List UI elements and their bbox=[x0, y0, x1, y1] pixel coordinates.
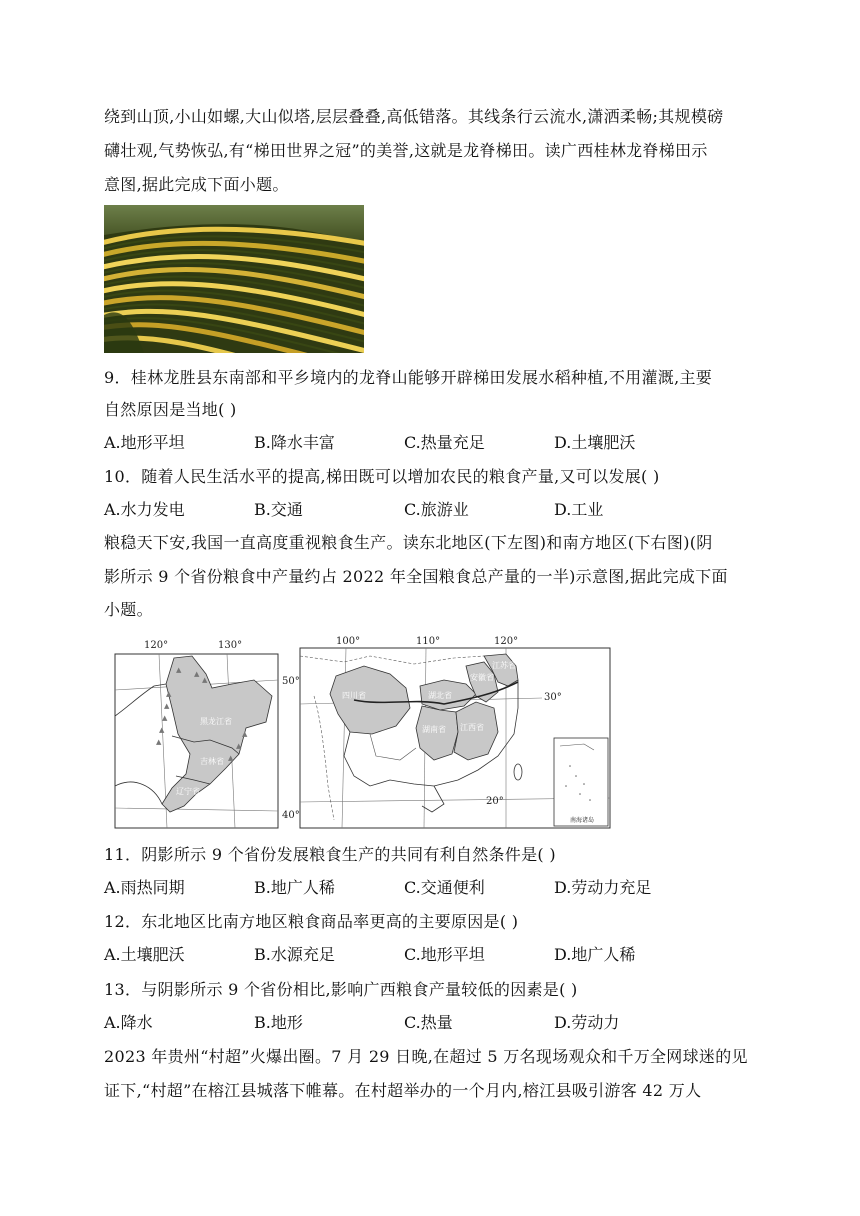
lat-30: 30° bbox=[544, 692, 562, 703]
northeast-map bbox=[115, 640, 300, 828]
q11-option-c[interactable]: C.交通便利 bbox=[404, 878, 485, 897]
liaoning-label: 辽宁省 bbox=[176, 787, 200, 796]
lon-110: 110° bbox=[416, 636, 441, 647]
q10-option-d[interactable]: D.工业 bbox=[554, 500, 604, 519]
lon-100: 100° bbox=[336, 636, 361, 647]
q12-option-b[interactable]: B.水源充足 bbox=[254, 945, 335, 964]
jiangsu-label: 江苏省 bbox=[492, 661, 516, 670]
svg-text:▲: ▲ bbox=[164, 702, 170, 710]
q11-option-d[interactable]: D.劳动力充足 bbox=[554, 878, 652, 897]
hunan-label: 湖南省 bbox=[422, 725, 446, 734]
svg-text:▲: ▲ bbox=[194, 670, 200, 678]
longji-terrace-photo bbox=[104, 205, 364, 353]
q13-option-a[interactable]: A.降水 bbox=[104, 1013, 153, 1032]
intro-line-2: 礴壮观,气势恢弘,有“梯田世界之冠”的美誉,这就是龙脊梯田。读广西桂林龙脊梯田示 bbox=[104, 141, 708, 160]
q11-stem: 11．阴影所示 9 个省份发展粮食生产的共同有利自然条件是( ) bbox=[104, 845, 556, 864]
svg-text:▲: ▲ bbox=[162, 714, 168, 722]
intro-line-1: 绕到山顶,小山如螺,大山似塔,层层叠叠,高低错落。其线条行云流水,潇洒柔畅;其规模磅 bbox=[104, 107, 724, 126]
lon-120-right: 120° bbox=[494, 636, 519, 647]
lon-120-left: 120° bbox=[144, 640, 169, 651]
jilin-label: 吉林省 bbox=[200, 757, 224, 766]
q10-option-c[interactable]: C.旅游业 bbox=[404, 500, 469, 519]
intro2-line-2: 影所示 9 个省份粮食中产量约占 2022 年全国粮食总产量的一半)示意图,据此完成下面 bbox=[104, 567, 728, 586]
q12-option-c[interactable]: C.地形平坦 bbox=[404, 945, 485, 964]
q10-option-a[interactable]: A.水力发电 bbox=[104, 500, 185, 519]
svg-text:▲: ▲ bbox=[176, 666, 182, 674]
q13-option-c[interactable]: C.热量 bbox=[404, 1013, 453, 1032]
svg-text:▲: ▲ bbox=[228, 754, 234, 762]
heilongjiang-label: 黑龙江省 bbox=[200, 717, 232, 726]
q12-option-d[interactable]: D.地广人稀 bbox=[554, 945, 636, 964]
outro-line-2: 证下,“村超”在榕江县城落下帷幕。在村超举办的一个月内,榕江县吸引游客 42 万人 bbox=[104, 1081, 702, 1100]
lon-130-left: 130° bbox=[218, 640, 243, 651]
intro2-line-1: 粮稳天下安,我国一直高度重视粮食生产。读东北地区(下左图)和南方地区(下右图)(阴 bbox=[104, 533, 713, 552]
intro2-line-3: 小题。 bbox=[104, 600, 153, 619]
svg-text:▲: ▲ bbox=[159, 726, 165, 734]
q9-option-b[interactable]: B.降水丰富 bbox=[254, 433, 335, 452]
svg-text:▲: ▲ bbox=[166, 690, 172, 698]
q10-stem: 10．随着人民生活水平的提高,梯田既可以增加农民的粮食产量,又可以发展( ) bbox=[104, 467, 660, 486]
svg-text:▲: ▲ bbox=[242, 730, 248, 738]
outro-line-1: 2023 年贵州“村超”火爆出圈。7 月 29 日晚,在超过 5 万名现场观众和千万全网球迷的见 bbox=[104, 1047, 748, 1066]
lat-40-left: 40° bbox=[282, 810, 300, 821]
q12-stem: 12．东北地区比南方地区粮食商品率更高的主要原因是( ) bbox=[104, 912, 519, 931]
q13-option-b[interactable]: B.地形 bbox=[254, 1013, 303, 1032]
q9-stem-line-2: 自然原因是当地( ) bbox=[104, 400, 237, 419]
q13-stem: 13．与阴影所示 9 个省份相比,影响广西粮食产量较低的因素是( ) bbox=[104, 980, 578, 999]
svg-text:▲: ▲ bbox=[236, 742, 242, 750]
q9-option-a[interactable]: A.地形平坦 bbox=[104, 433, 185, 452]
svg-text:▲: ▲ bbox=[156, 738, 162, 746]
intro-line-3: 意图,据此完成下面小题。 bbox=[104, 175, 289, 194]
hubei-label: 湖北省 bbox=[428, 691, 452, 700]
lat-50-left: 50° bbox=[282, 676, 300, 687]
lat-20: 20° bbox=[486, 796, 504, 807]
anhui-label: 安徽省 bbox=[470, 673, 494, 682]
region-maps bbox=[114, 636, 614, 832]
q13-option-d[interactable]: D.劳动力 bbox=[554, 1013, 620, 1032]
q9-stem-line-1: 9．桂林龙胜县东南部和平乡境内的龙脊山能够开辟梯田发展水稻种植,不用灌溉,主要 bbox=[104, 368, 713, 387]
q9-option-c[interactable]: C.热量充足 bbox=[404, 433, 485, 452]
jiangxi-label: 江西省 bbox=[460, 723, 484, 732]
q12-option-a[interactable]: A.土壤肥沃 bbox=[104, 945, 185, 964]
q11-option-a[interactable]: A.雨热同期 bbox=[104, 878, 185, 897]
q11-option-b[interactable]: B.地广人稀 bbox=[254, 878, 335, 897]
q9-option-d[interactable]: D.土壤肥沃 bbox=[554, 433, 636, 452]
inset-label: 南海诸岛 bbox=[570, 817, 595, 824]
sichuan-label: 四川省 bbox=[342, 691, 366, 700]
q10-option-b[interactable]: B.交通 bbox=[254, 500, 303, 519]
svg-text:▲: ▲ bbox=[202, 676, 208, 684]
south-map bbox=[300, 636, 610, 828]
